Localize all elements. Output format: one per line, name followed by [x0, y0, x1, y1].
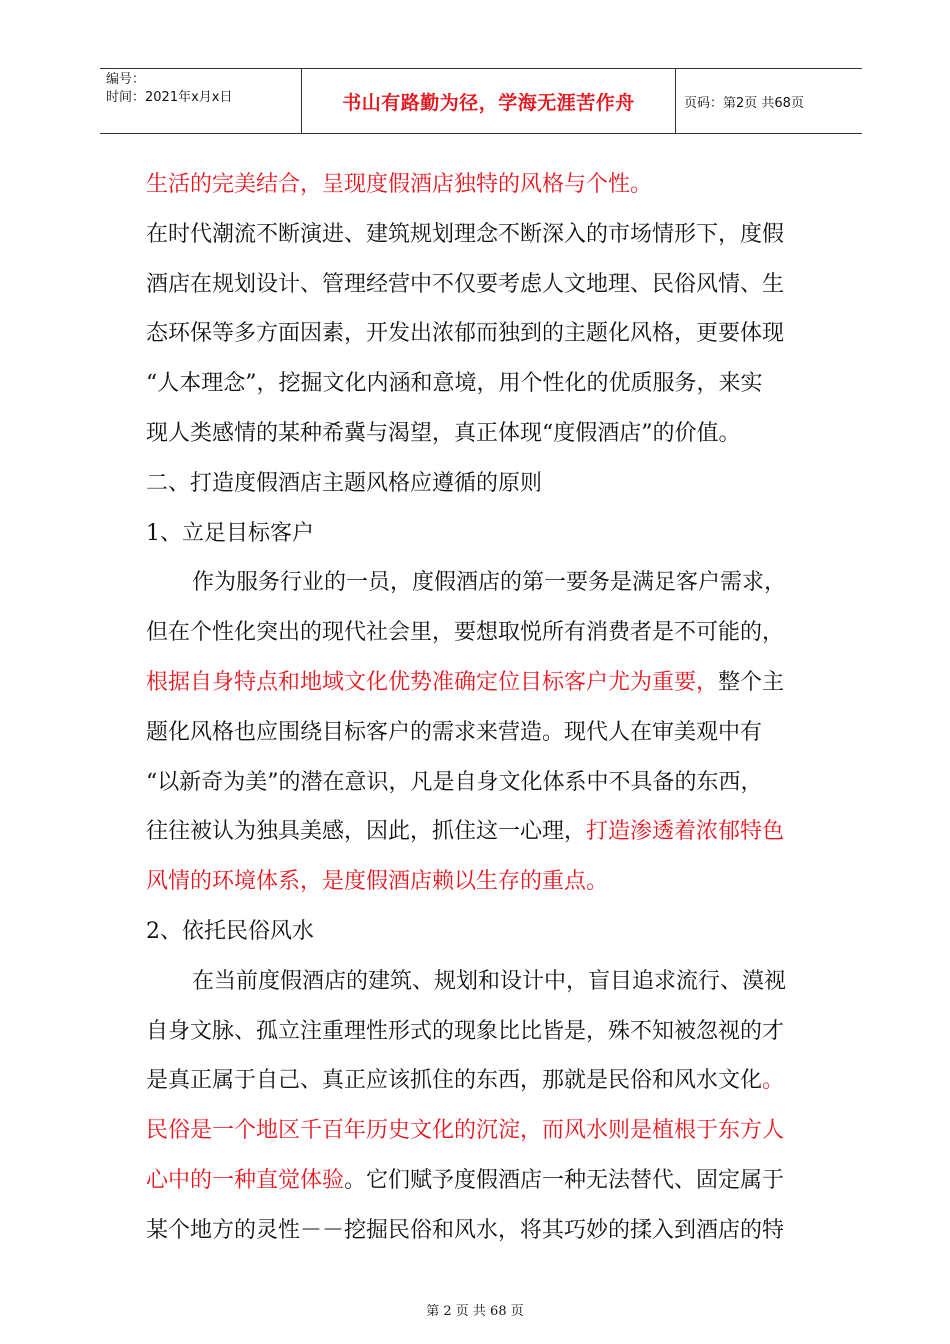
paragraph-line [146, 807, 851, 857]
document-number-label: 编号： [106, 72, 146, 87]
body-text: 但在个性化突出的现代社会里，要想取悦所有消费者是不可能的， [146, 620, 785, 646]
document-body [146, 160, 851, 1256]
body-text: 二、打造度假酒店主题风格应遵循的原则 [146, 470, 543, 496]
body-text: 自身文脉、孤立注重理性形式的现象比比皆是，殊不知被忽视的才 [146, 1018, 785, 1044]
paragraph-line [146, 1056, 851, 1106]
paragraph-line [146, 1156, 851, 1206]
highlighted-text: 根据自身特点和地域文化优势准确定位目标客户尤为重要， [146, 669, 719, 695]
body-text: 题化风格也应围绕目标客户的需求来营造。现代人在审美观中有 [146, 719, 763, 745]
body-text: “以新奇为美”的潜在意识，凡是自身文化体系中不具备的东西， [146, 769, 763, 795]
body-text: 是真正属于自己、真正应该抓住的东西，那就是民俗和风水文化 [146, 1068, 763, 1094]
paragraph-line [146, 260, 851, 310]
body-text: 整个主 [718, 669, 785, 695]
paragraph-line [146, 857, 851, 907]
page-header [100, 68, 862, 134]
page-footer: 第 2 页 共 68 页 [426, 1304, 524, 1319]
highlighted-text: 民俗是一个地区千百年历史文化的沉淀，而风水则是植根于东方人 [146, 1118, 785, 1144]
paragraph-line [146, 459, 851, 509]
paragraph-line [146, 758, 851, 808]
paragraph-line [146, 359, 851, 409]
body-text: 现人类感情的某种希冀与渴望，真正体现“度假酒店”的价值。 [146, 420, 741, 446]
body-text: 作为服务行业的一员，度假酒店的第一要务是满足客户需求， [192, 570, 787, 596]
paragraph-line [146, 1007, 851, 1057]
paragraph-line [146, 708, 851, 758]
body-text: 酒店在规划设计、管理经营中不仅要考虑人文地理、民俗风情、生 [146, 271, 785, 297]
highlighted-text: 生活的完美结合，呈现度假酒店独特的风格与个性。 [146, 172, 653, 197]
body-text: 在当前度假酒店的建筑、规划和设计中，盲目追求流行、漠视 [192, 968, 787, 994]
body-text: 在时代潮流不断演进、建筑规划理念不断深入的市场情形下，度假 [146, 221, 785, 247]
paragraph-line [146, 658, 851, 708]
highlighted-text: 。 [762, 1068, 785, 1094]
paragraph-line [146, 608, 851, 658]
body-text: 1、立足目标客户 [146, 520, 314, 546]
paragraph-line [146, 509, 851, 559]
paragraph-line [146, 1106, 851, 1156]
header-meta [100, 69, 302, 133]
header-motto: 书山有路勤为径，学海无涯苦作舟 [302, 69, 676, 133]
paragraph-line [146, 409, 851, 459]
body-text: 某个地方的灵性－－挖掘民俗和风水，将其巧妙的揉入到酒店的特 [146, 1217, 785, 1243]
body-text: 往往被认为独具美感，因此，抓住这一心理， [146, 819, 587, 845]
document-time-label: 时间：2021年x月x日 [106, 90, 233, 105]
body-text: 态环保等多方面因素，开发出浓郁而独到的主题化风格，更要体现 [146, 321, 785, 347]
body-text: 。它们赋予度假酒店一种无法替代、固定属于 [344, 1167, 785, 1193]
paragraph-line [146, 210, 851, 260]
body-text: “人本理念”，挖掘文化内涵和意境，用个性化的优质服务，来实 [146, 371, 763, 397]
highlighted-text: 打造渗透着浓郁特色 [586, 819, 785, 845]
highlighted-text: 风情的环境体系，是度假酒店赖以生存的重点。 [146, 869, 609, 895]
highlighted-text: 心中的一种直觉体验 [146, 1167, 345, 1193]
body-text: 2、依托民俗风水 [146, 918, 314, 944]
paragraph-line [146, 957, 851, 1007]
paragraph-line [146, 1206, 851, 1256]
paragraph-line [146, 160, 851, 210]
header-page-info: 页码：第2页 共68页 [684, 95, 804, 111]
paragraph-line [146, 907, 851, 957]
paragraph-line [146, 558, 851, 608]
paragraph-line [146, 309, 851, 359]
